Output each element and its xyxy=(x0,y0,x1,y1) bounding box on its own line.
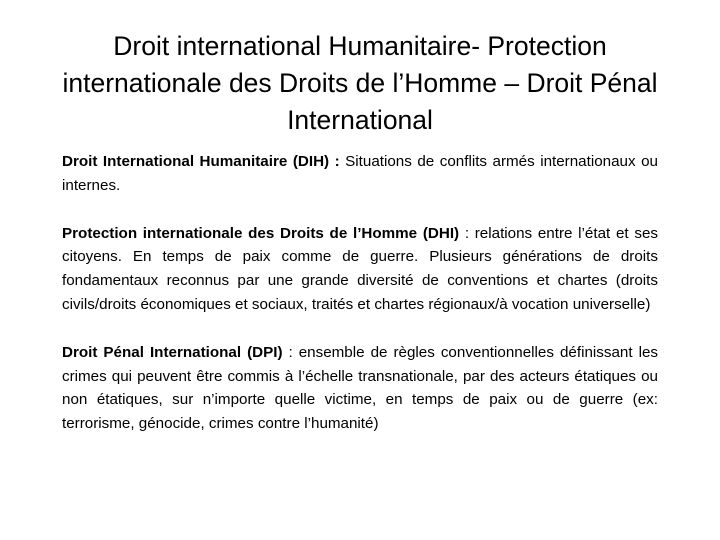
slide-body xyxy=(62,150,658,460)
definition-dpi: : ensemble de règles conventionnelles définissant les crimes qui peuvent être commis à l’échelle transnationale, par des acteurs étatiques ou non étatiques, sur n’importe quelle victime, en temps de paix ou de guerre (ex: terrorisme, génocide, crimes contre l’humanité) xyxy=(62,343,658,433)
paragraph-dpi xyxy=(62,341,658,436)
definition-dhi: : relations entre l’état et ses citoyens. En temps de paix comme de guerre. Plusieurs générations de droits fondamentaux reconnus par une grande diversité de conventions et chartes (droits civils/droits économiques et sociaux, traités et chartes régionaux/à vocation universelle) xyxy=(62,224,658,313)
paragraph-dhi xyxy=(62,222,658,317)
term-dpi: Droit Pénal International (DPI) xyxy=(62,343,283,361)
definition-dih: Situations de conflits armés internationaux ou internes. xyxy=(62,153,658,194)
term-dih: Droit International Humanitaire (DIH) : xyxy=(62,153,340,170)
paragraph-dih xyxy=(62,150,658,198)
slide-title: Droit international Humanitaire- Protection internationale des Droits de l’Homme – Droit Pénal International xyxy=(62,31,658,135)
term-dhi: Protection internationale des Droits de l’Homme (DHI) xyxy=(62,224,460,242)
